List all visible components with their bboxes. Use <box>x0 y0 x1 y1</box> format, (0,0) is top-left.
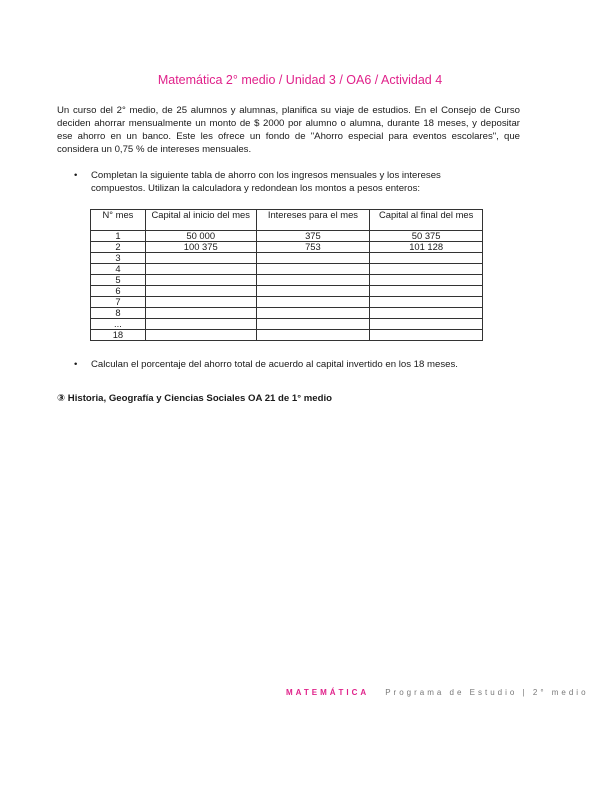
footer-subject: MATEMÁTICA <box>286 688 370 697</box>
cell-start-capital <box>145 275 256 286</box>
bullet-text: Calculan el porcentaje del ahorro total de acuerdo al capital invertido en los 18 meses. <box>91 359 458 370</box>
cell-interest <box>256 264 370 275</box>
cell-end-capital <box>370 319 483 330</box>
table-row <box>91 319 483 330</box>
cell-interest <box>256 286 370 297</box>
cell-month: 1 <box>91 231 146 242</box>
cell-month: 18 <box>91 330 146 341</box>
cell-end-capital <box>370 275 483 286</box>
cell-month: 3 <box>91 253 146 264</box>
table-row <box>91 330 483 341</box>
cell-month: 6 <box>91 286 146 297</box>
header-interest: Intereses para el mes <box>256 210 370 231</box>
section-heading: ③ Historia, Geografía y Ciencias Sociales OA 21 de 1° medio <box>57 393 333 404</box>
cell-end-capital <box>370 308 483 319</box>
cell-start-capital <box>145 319 256 330</box>
intro-paragraph: Un curso del 2° medio, de 25 alumnos y alumnas, planifica su viaje de estudios. En el Consejo de Curso deciden ahorrar mensualmente un monto de $ 2000 por alumno o alumna, durante 18 meses, y depositar ese ahorro en un banco. Este les ofrece un fondo de "Ahorro especial para eventos escolares", que considera un 0,75 % de intereses mensuales. <box>57 105 520 155</box>
page-title: Matemática 2° medio / Unidad 3 / OA6 / Actividad 4 <box>157 73 443 87</box>
cell-end-capital <box>370 264 483 275</box>
table-row <box>91 308 483 319</box>
cell-start-capital <box>145 308 256 319</box>
bullet-item-percentage <box>74 359 504 372</box>
cell-interest: 375 <box>256 231 370 242</box>
cell-end-capital <box>370 253 483 264</box>
cell-interest <box>256 308 370 319</box>
cell-start-capital <box>145 264 256 275</box>
header-start-capital: Capital al inicio del mes <box>145 210 256 231</box>
cell-end-capital <box>370 330 483 341</box>
table-header-row <box>91 210 483 231</box>
cell-start-capital <box>145 330 256 341</box>
cell-interest <box>256 297 370 308</box>
bullet-dot-icon: • <box>74 359 78 370</box>
cell-end-capital: 101 128 <box>370 242 483 253</box>
cell-interest <box>256 275 370 286</box>
cell-start-capital: 100 375 <box>145 242 256 253</box>
cell-start-capital <box>145 253 256 264</box>
cell-end-capital <box>370 297 483 308</box>
cell-month: 8 <box>91 308 146 319</box>
savings-table <box>90 209 483 341</box>
cell-start-capital <box>145 297 256 308</box>
bullet-item-table-instructions <box>74 170 474 195</box>
cell-month: 2 <box>91 242 146 253</box>
cell-interest <box>256 253 370 264</box>
header-month: N° mes <box>91 210 146 231</box>
cell-interest: 753 <box>256 242 370 253</box>
table-row <box>91 231 483 242</box>
cell-month: 4 <box>91 264 146 275</box>
table-row <box>91 286 483 297</box>
table-row <box>91 297 483 308</box>
table-row <box>91 275 483 286</box>
page-footer <box>286 688 589 697</box>
cell-end-capital: 50 375 <box>370 231 483 242</box>
bullet-dot-icon: • <box>74 170 78 181</box>
footer-program: Programa de Estudio | 2° medio <box>385 688 589 697</box>
cell-interest <box>256 319 370 330</box>
cell-month: 5 <box>91 275 146 286</box>
bullet-text: Completan la siguiente tabla de ahorro con los ingresos mensuales y los intereses compuestos. Utilizan la calculadora y redondean los montos a pesos enteros: <box>91 170 441 194</box>
cell-end-capital <box>370 286 483 297</box>
table-row <box>91 253 483 264</box>
cell-month: 7 <box>91 297 146 308</box>
cell-start-capital: 50 000 <box>145 231 256 242</box>
table-row <box>91 242 483 253</box>
table-row <box>91 264 483 275</box>
cell-start-capital <box>145 286 256 297</box>
cell-interest <box>256 330 370 341</box>
header-end-capital: Capital al final del mes <box>370 210 483 231</box>
cell-month: ... <box>91 319 146 330</box>
